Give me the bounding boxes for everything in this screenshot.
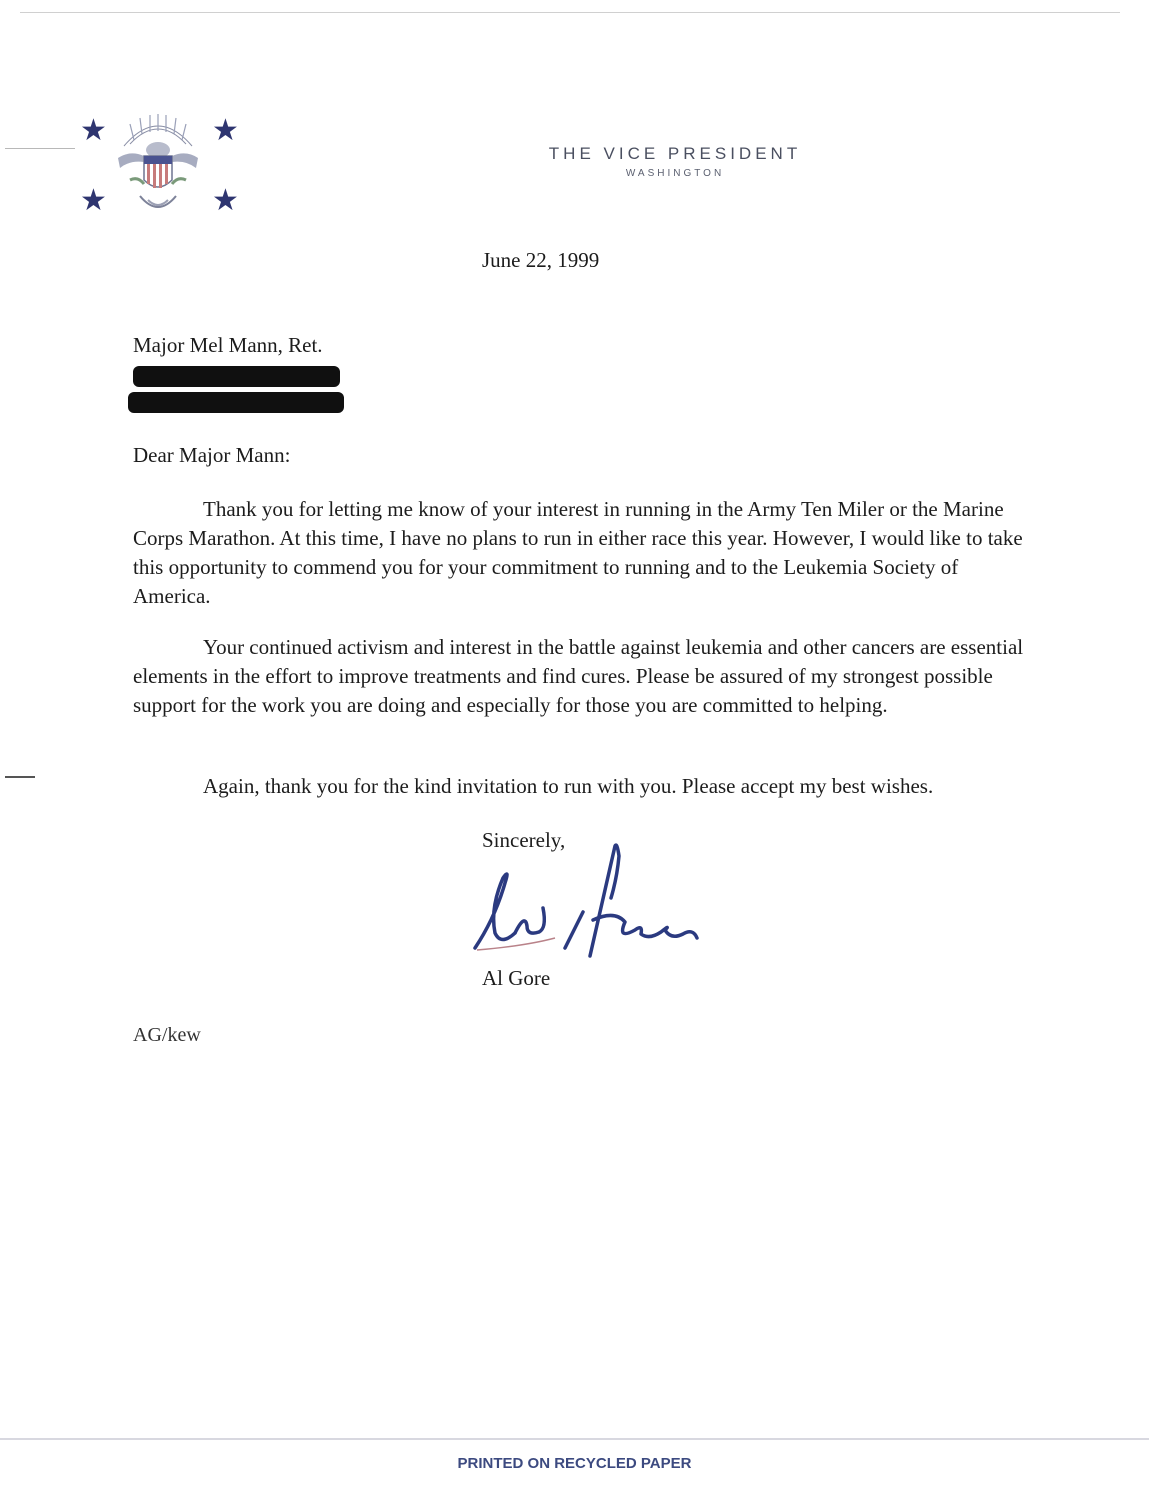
body-paragraph: Again, thank you for the kind invitation to run with you. Please accept my best wishes.	[203, 774, 934, 798]
body-paragraph: Thank you for letting me know of your interest in running in the Army Ten Miler or the Marine Corps Marathon. At this time, I have no plans to run in either race this year. However, I would like to take this opportunity to commend you for your commitment to running and to the Leukemia Society of America.	[133, 497, 1023, 608]
scan-edge-line	[20, 12, 1120, 13]
redacted-address-line	[128, 392, 344, 413]
star-icon: ★	[212, 183, 239, 218]
typist-initials: AG/kew	[133, 1024, 201, 1046]
letterhead-seal	[72, 108, 242, 220]
signature-icon	[465, 838, 715, 968]
star-icon: ★	[80, 113, 107, 148]
salutation: Dear Major Mann:	[133, 443, 291, 467]
signer-name: Al Gore	[482, 966, 551, 990]
scan-mark	[5, 776, 35, 778]
scan-mark	[5, 148, 75, 149]
star-icon: ★	[80, 183, 107, 218]
letter-date: June 22, 1999	[482, 248, 600, 272]
body-paragraph: Your continued activism and interest in the battle against leukemia and other cancers are essential elements in the effort to improve treatments and find cures. Please be assured of my strongest possible support for the work you are doing and especially for those you are committed to helping.	[133, 635, 1024, 717]
star-icon: ★	[212, 113, 239, 148]
letterhead	[440, 144, 910, 179]
redacted-address-line	[133, 366, 340, 387]
letterhead-title: THE VICE PRESIDENT	[548, 144, 802, 163]
footer-note: PRINTED ON RECYCLED PAPER	[457, 1455, 692, 1472]
recipient-name: Major Mel Mann, Ret.	[133, 333, 323, 357]
footer-rule	[0, 1438, 1149, 1440]
eagle-seal-icon	[110, 110, 206, 218]
letterhead-subtitle: WASHINGTON	[625, 168, 725, 179]
closing: Sincerely,	[482, 828, 566, 852]
